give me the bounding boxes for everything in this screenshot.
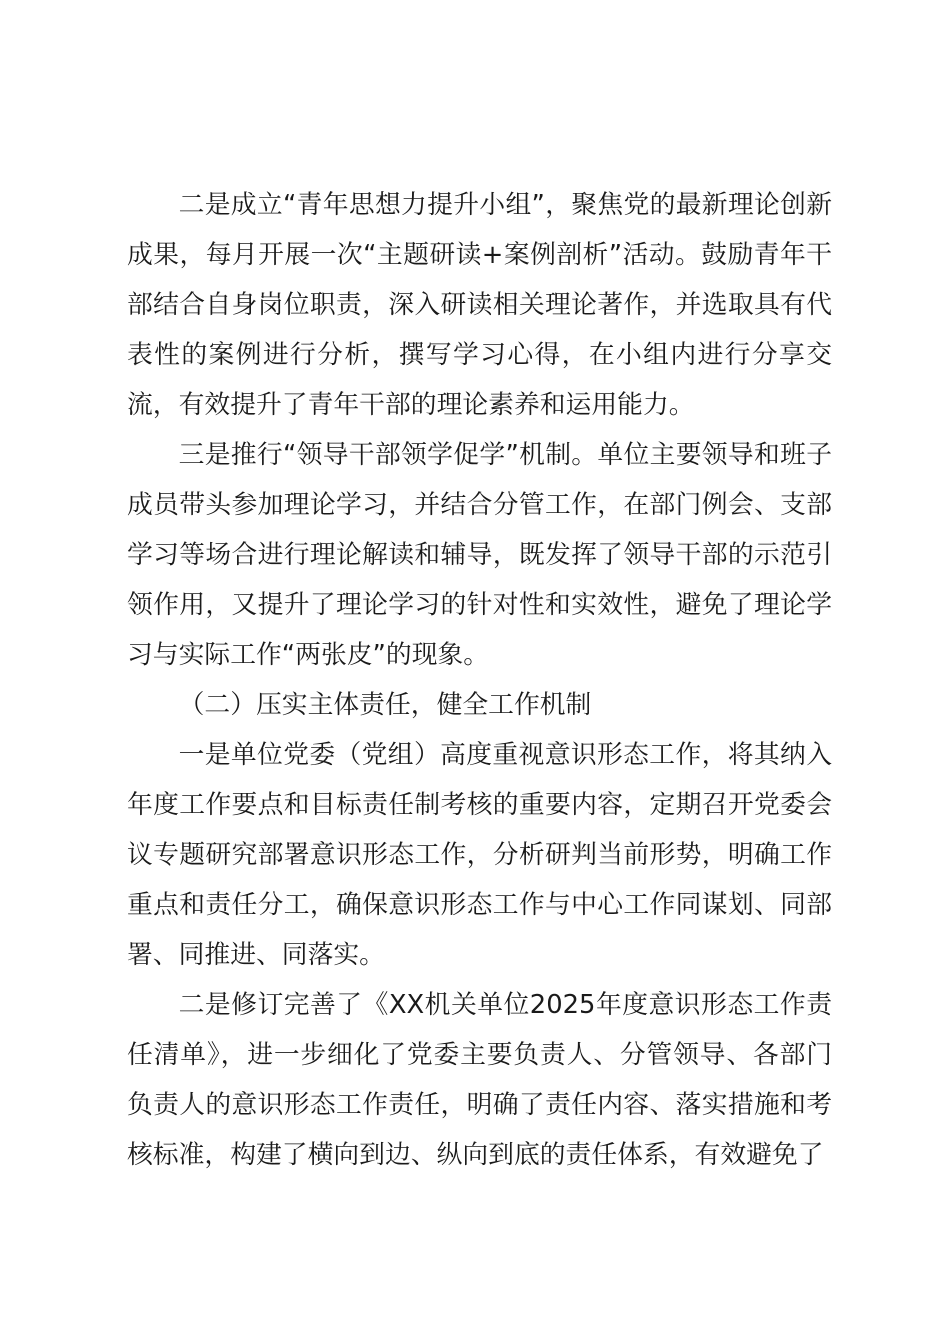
document-body bbox=[127, 180, 832, 1180]
paragraph-party-committee: 一是单位党委（党组）高度重视意识形态工作，将其纳入年度工作要点和目标责任制考核的重要内容，定期召开党委会议专题研究部署意识形态工作，分析研判当前形势，明确工作重点和责任分工，确保意识形态工作与中心工作同谋划、同部署、同推进、同落实。 bbox=[127, 740, 832, 970]
paragraph-youth-study-group: 二是成立“青年思想力提升小组”，聚焦党的最新理论创新成果，每月开展一次“主题研读+案例剖析”活动。鼓励青年干部结合自身岗位职责，深入研读相关理论著作，并选取具有代表性的案例进行分析，撰写学习心得，在小组内进行分享交流，有效提升了青年干部的理论素养和运用能力。 bbox=[127, 190, 832, 420]
section-heading: （二）压实主体责任，健全工作机制 bbox=[178, 690, 592, 720]
paragraph-responsibility-list: 二是修订完善了《XX机关单位2025年度意识形态工作责任清单》，进一步细化了党委主要负责人、分管领导、各部门负责人的意识形态工作责任，明确了责任内容、落实措施和考核标准，构建了横向到边、纵向到底的责任体系，有效避免了 bbox=[127, 990, 832, 1170]
paragraph-leader-study-mechanism: 三是推行“领导干部领学促学”机制。单位主要领导和班子成员带头参加理论学习，并结合分管工作，在部门例会、支部学习等场合进行理论解读和辅导，既发挥了领导干部的示范引领作用，又提升了理论学习的针对性和实效性，避免了理论学习与实际工作“两张皮”的现象。 bbox=[127, 440, 832, 670]
